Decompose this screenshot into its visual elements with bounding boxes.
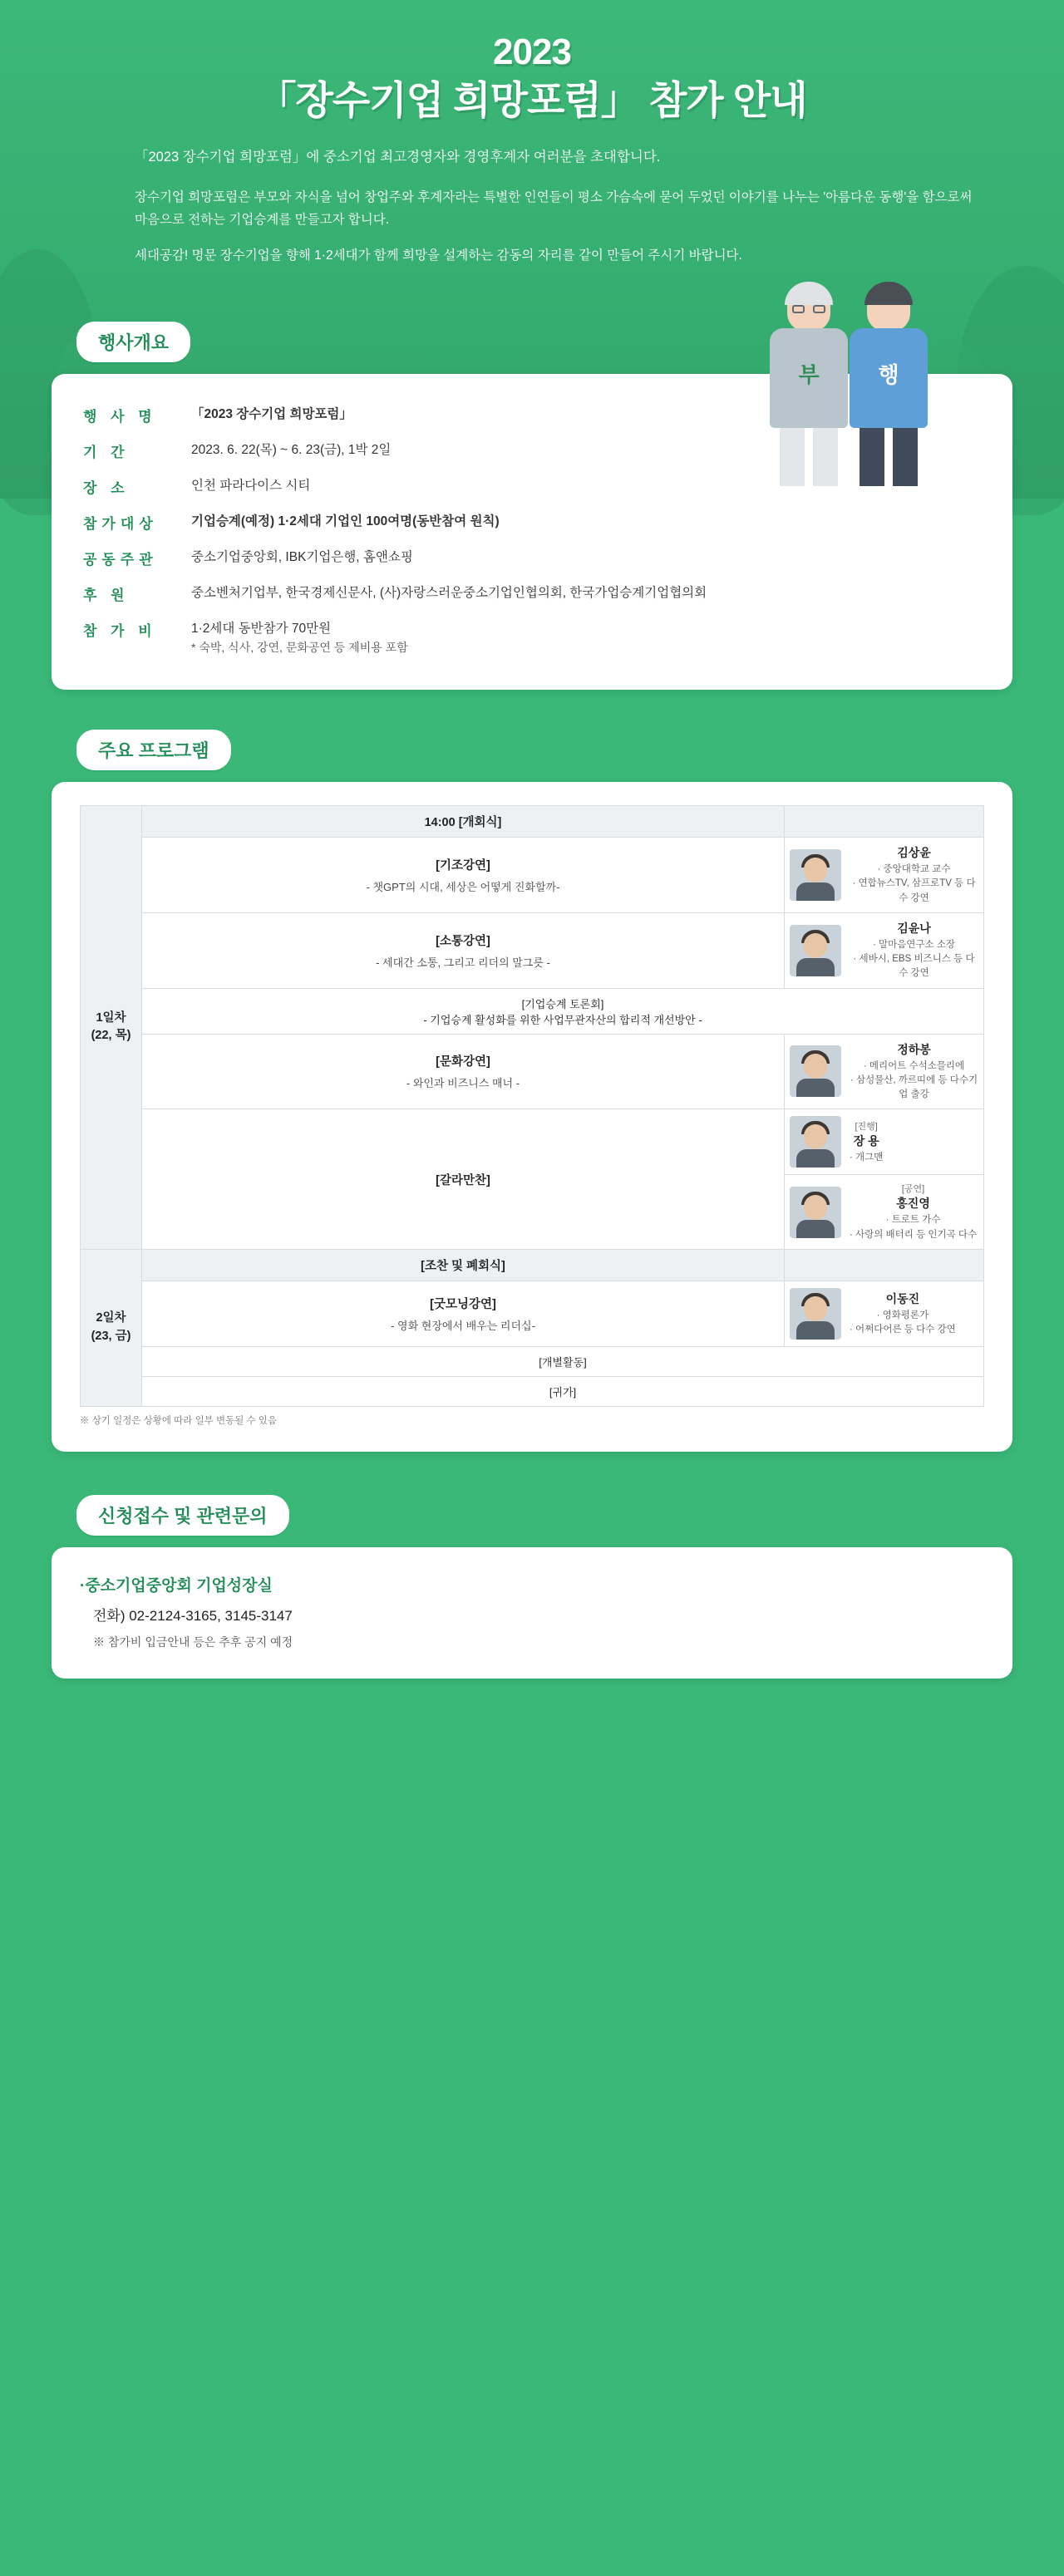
person-junior-legs <box>860 428 918 486</box>
program-section-title: 주요 프로그램 <box>76 730 231 770</box>
overview-row-value-main: 2023. 6. 22(목) ~ 6. 23(금), 1박 2일 <box>191 443 392 458</box>
program-title: [굿모닝강연] <box>430 1297 496 1311</box>
speaker-text <box>850 844 978 906</box>
program-speaker-cell <box>785 1281 984 1346</box>
program-title: [소통강연] <box>436 934 490 948</box>
person-senior-head <box>787 285 830 332</box>
speaker-text <box>850 1119 883 1165</box>
speaker-text <box>850 1041 978 1103</box>
contact-card <box>52 1547 1012 1679</box>
speaker-details <box>850 1151 883 1165</box>
program-title: [기업승계 토론회] <box>521 997 604 1010</box>
speaker-name: 이동진 <box>885 1291 920 1305</box>
overview-row-value-main: 「2023 장수기업 희망포럼」 <box>191 407 352 422</box>
program-subtitle: - 챗GPT의 시대, 세상은 어떻게 진화할까- <box>366 880 560 893</box>
program-subtitle: - 세대간 소통, 그리고 리더의 말그릇 - <box>376 956 550 969</box>
program-title-cell <box>142 1109 785 1250</box>
speaker-detail-line: · 어쩌다어른 등 다수 강연 <box>850 1324 956 1335</box>
overview-row-key: 참 가 비 <box>83 623 157 640</box>
speaker-detail-line: · 연합뉴스TV, 삼프로TV 등 다수 강연 <box>852 878 976 903</box>
program-section <box>0 730 1064 1452</box>
table-row <box>81 1346 984 1376</box>
overview-row-value <box>188 540 984 576</box>
program-subtitle: - 기업승계 활성화를 위한 사업무관자산의 합리적 개선방안 - <box>423 1013 702 1026</box>
program-wide-cell <box>142 988 984 1034</box>
overview-row-value-main: 인천 파라다이스 시티 <box>191 479 311 494</box>
table-row <box>81 1109 984 1175</box>
program-title: [문화강연] <box>436 1055 490 1069</box>
speaker <box>790 1041 978 1103</box>
table-row <box>81 1249 984 1281</box>
person-junior <box>850 285 928 486</box>
person-junior-body <box>850 328 928 428</box>
speaker <box>790 1288 978 1340</box>
glasses-icon <box>792 305 825 313</box>
overview-row-value-main: 중소기업중앙회, IBK기업은행, 홈앤쇼핑 <box>191 550 413 565</box>
speaker-photo <box>790 925 841 976</box>
speaker-detail-line: · 세바시, EBS 비즈니스 등 다수 강연 <box>853 954 975 979</box>
speaker <box>790 1116 978 1168</box>
program-subtitle: - 와인과 비즈니스 매너 - <box>406 1077 520 1090</box>
overview-row-value-sub: * 숙박, 식사, 강연, 문화공연 등 제비용 포함 <box>191 641 408 655</box>
hero-paragraph-1: 장수기업 희망포럼은 부모와 자식을 넘어 창업주와 후계자라는 특별한 인연들이 평소 가슴속에 묻어 두었던 이야기를 나누는 '아름다운 동행'을 함으로써 마음으로 전하는 기업승계를 만들고자 합니다. <box>135 190 973 228</box>
program-subtitle: - 영화 현장에서 배우는 리더십- <box>391 1319 535 1332</box>
program-section-header: 14:00 [개회식] <box>142 806 785 838</box>
table-row <box>81 806 984 838</box>
speaker-role: [공연] <box>901 1184 925 1195</box>
speaker-details <box>850 1213 977 1242</box>
program-title-cell <box>142 912 785 988</box>
table-row <box>81 1281 984 1346</box>
hero-lead: 「2023 장수기업 희망포럼」에 중소기업 최고경영자와 경영후계자 여러분을 초대합니다. <box>135 150 661 165</box>
speaker-name: 정하봉 <box>897 1042 931 1056</box>
program-note: ※ 상기 일정은 상황에 따라 일부 변동될 수 있음 <box>80 1415 278 1426</box>
speaker-detail-line: · 사랑의 배터리 등 인기곡 다수 <box>850 1229 978 1240</box>
speaker-detail-line: · 영화평론가 <box>876 1310 929 1320</box>
overview-row-value-main: 1·2세대 동반참가 70만원 <box>191 622 332 637</box>
speaker-text <box>850 1290 956 1338</box>
illustration-two-people <box>770 270 953 486</box>
speaker-text <box>850 920 978 981</box>
speaker-photo <box>790 1288 841 1340</box>
speaker-detail-line: · 개그맨 <box>850 1152 884 1163</box>
speaker-name: [진행] 장 용 <box>850 1119 883 1149</box>
speaker-name: [공연] 홍진영 <box>850 1182 977 1212</box>
table-row <box>81 988 984 1034</box>
speaker-photo <box>790 849 841 901</box>
contact-section-title: 신청접수 및 관련문의 <box>76 1495 289 1536</box>
speaker <box>790 920 978 981</box>
speaker-photo <box>790 1116 841 1168</box>
speaker-details <box>850 863 978 906</box>
program-table <box>80 805 984 1407</box>
program-title: [기조강연] <box>436 858 490 873</box>
speaker-details <box>850 1059 978 1103</box>
speaker <box>790 1182 978 1242</box>
hero-title: 「장수기업 희망포럼」 참가 안내 <box>257 77 807 122</box>
speaker-photo <box>790 1045 841 1097</box>
hero-paragraph-2: 세대공감! 명문 장수기업을 향해 1·2세대가 함께 희망을 설계하는 감동의 자리를 같이 만들어 주시기 바랍니다. <box>135 248 742 263</box>
person-senior-body <box>770 328 848 428</box>
program-title-cell <box>142 1281 785 1346</box>
table-row <box>81 912 984 988</box>
program-title: [귀가] <box>549 1385 577 1399</box>
speaker-detail-line: · 메리어트 수석소믈리에 <box>863 1060 965 1071</box>
program-day-label: 1일차 (22, 목) <box>81 806 142 1250</box>
overview-row-value <box>188 576 984 612</box>
program-speaker-cell <box>785 1249 984 1281</box>
speaker-name: 김상윤 <box>897 846 931 860</box>
program-title: [개별활동] <box>539 1355 587 1369</box>
page-title <box>0 30 1064 124</box>
program-speaker-cell <box>785 912 984 988</box>
person-junior-head <box>867 285 910 332</box>
table-row <box>81 1376 984 1406</box>
program-speaker-cell <box>785 1034 984 1109</box>
speaker-detail-line: · 말마음연구소 소장 <box>872 939 956 950</box>
overview-row-key: 공동주관 <box>83 552 158 568</box>
speaker-detail-line: · 삼성물산, 까르띠에 등 다수기업 출강 <box>850 1074 978 1100</box>
program-speaker-cell <box>785 806 984 838</box>
overview-row <box>80 504 984 540</box>
overview-row-key: 후 원 <box>83 587 130 604</box>
overview-row-key: 기 간 <box>83 445 130 461</box>
overview-row-key: 장 소 <box>83 480 130 497</box>
overview-row-key: 참가대상 <box>83 516 158 533</box>
speaker-text <box>850 1182 977 1242</box>
speaker-details <box>850 938 978 981</box>
overview-section-title: 행사개요 <box>76 322 190 362</box>
overview-row <box>80 612 984 665</box>
contact-notice: ※ 참가비 입금안내 등은 추후 공지 예정 <box>93 1635 293 1649</box>
program-card <box>52 782 1012 1452</box>
speaker-detail-line: · 중앙대학교 교수 <box>877 864 951 875</box>
overview-row <box>80 540 984 576</box>
table-row <box>81 1034 984 1109</box>
program-speaker-cell <box>785 1109 984 1175</box>
speaker-photo <box>790 1187 841 1238</box>
contact-section <box>0 1495 1064 1679</box>
program-speaker-cell <box>785 838 984 913</box>
program-title-cell <box>142 1034 785 1109</box>
sign-right-text: 행 <box>878 362 899 387</box>
overview-row-value-main: 중소벤처기업부, 한국경제신문사, (사)자랑스러운중소기업인협의회, 한국가업승계기업협의회 <box>191 586 707 601</box>
program-day-label: 2일차 (23, 금) <box>81 1249 142 1406</box>
speaker <box>790 844 978 906</box>
overview-row-value-main: 기업승계(예정) 1·2세대 기업인 100여명(동반참여 원칙) <box>191 514 500 529</box>
overview-row-key: 행 사 명 <box>83 409 157 425</box>
table-row <box>81 838 984 913</box>
program-wide-cell <box>142 1346 984 1376</box>
contact-organization: ·중소기업중앙회 기업성장실 <box>80 1576 273 1595</box>
hero-year: 2023 <box>493 32 571 72</box>
program-title: [갈라만찬] <box>436 1173 490 1187</box>
program-section-header: [조찬 및 폐회식] <box>142 1249 785 1281</box>
hair-icon <box>864 282 913 305</box>
contact-phone[interactable]: 전화) 02-2124-3165, 3145-3147 <box>93 1607 293 1624</box>
program-speaker-cell <box>785 1175 984 1250</box>
overview-row-value <box>188 612 984 665</box>
overview-row-value <box>188 504 984 540</box>
program-wide-cell <box>142 1376 984 1406</box>
sign-left-text: 부 <box>798 362 820 387</box>
hair-icon <box>785 282 833 305</box>
person-senior-legs <box>780 428 838 486</box>
overview-row <box>80 576 984 612</box>
speaker-name: 김윤나 <box>897 921 931 935</box>
speaker-details <box>850 1309 956 1338</box>
program-title-cell <box>142 838 785 913</box>
speaker-role: [진행] <box>855 1121 878 1132</box>
speaker-detail-line: · 트로트 가수 <box>885 1215 941 1226</box>
person-senior <box>770 285 848 486</box>
